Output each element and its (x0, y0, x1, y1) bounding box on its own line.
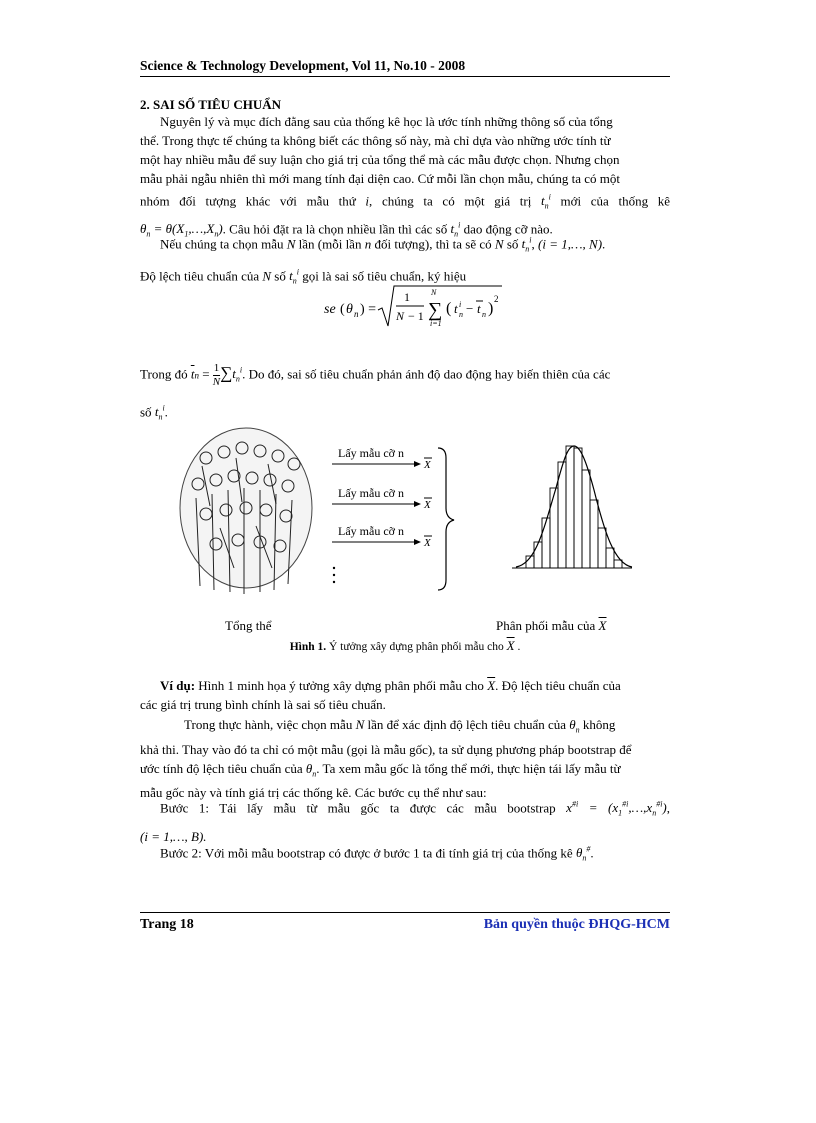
svg-text:i=1: i=1 (430, 319, 442, 328)
histogram (512, 446, 632, 568)
paragraph-bootstrap: Trong thực hành, việc chọn mẫu N lần để xác định độ lệch tiêu chuẩn của $\theta_n$ không khả thi. Thay vào đó ta chỉ có một mẫu (gọi là mẫu gốc), ta sử dụng phương pháp bootstrap để ước tính độ lệch tiêu chuẩn của $\theta_n$. Ta xem mẫu gốc là tổng thể mới, thực hiện tái lấy mẫu từ mẫu gốc này và tính giá trị các thống kê. Các bước cụ thể như sau: (140, 717, 632, 801)
svg-text:Lấy mẫu cỡ n: Lấy mẫu cỡ n (338, 446, 404, 460)
paragraph-example: Ví dụ: Hình 1 minh họa ý tưởng xây dựng phân phối mẫu cho $\overline{X}$. Độ lệch tiêu chuẩn của các giá trị trung bình chính là sai số tiêu chuẩn. (140, 678, 621, 712)
svg-text:n: n (482, 310, 486, 319)
copyright: Bản quyền thuộc ĐHQG-HCM (483, 917, 670, 932)
distribution-label: Phân phối mẫu của $\overline{X}$ (496, 618, 607, 633)
brace (438, 448, 454, 590)
svg-text:se: se (324, 302, 336, 317)
header-rule (140, 76, 670, 77)
svg-text:t: t (454, 301, 458, 316)
svg-text:): ) (488, 300, 494, 317)
svg-text:i: i (459, 300, 462, 309)
svg-text:Lấy mẫu cỡ n: Lấy mẫu cỡ n (338, 486, 404, 500)
svg-text:N: N (396, 309, 405, 323)
step-1: Bước 1: Tái lấy mẫu từ mẫu gốc ta được các mẫu bootstrap $x^{\#i}$ = $(x_1^{\#i},\dots,x_n^{\#i})$, (i = 1,…, B). (140, 800, 671, 844)
svg-text:N: N (431, 288, 437, 297)
journal-header: Science & Technology Development, Vol 11, No.10 - 2008 (140, 58, 466, 73)
svg-text:n: n (354, 309, 359, 319)
svg-text:) =: ) = (360, 302, 377, 317)
sample-arrow-2 (332, 486, 432, 511)
paragraph-mean: Trong đó $\overline{t}n$ = $\frac{1}{N}$ $\sum t_n^i$. Do đó, sai số tiêu chuẩn phản ánh độ dao động hay biến thiên của các số $t_n^i$. (140, 361, 611, 422)
svg-text:2: 2 (494, 294, 499, 304)
svg-text:(: ( (446, 300, 452, 317)
population-crowd-image (180, 428, 312, 594)
section-title: 2. SAI SỐ TIÊU CHUẨN (140, 97, 281, 112)
sample-arrow-3 (332, 524, 432, 549)
sampling-distribution-figure (176, 418, 646, 618)
svg-text:−: − (466, 301, 474, 316)
svg-text:(: ( (340, 302, 345, 317)
sample-arrow-1 (332, 446, 432, 471)
ellipsis-dots (333, 567, 335, 583)
paragraph-definition: Nếu chúng ta chọn mẫu N lần (mỗi lần n đối tượng), thì ta sẽ có N số $t_n^i$, (i = 1,…, N). Độ lệch tiêu chuẩn của N số $t_n^i$ gọi là sai số tiêu chuẩn, ký hiệu (140, 236, 606, 286)
svg-text:X: X (424, 459, 431, 471)
standard-error-formula (320, 280, 540, 336)
page-number: Trang 18 (140, 917, 194, 932)
svg-text:− 1: − 1 (408, 309, 424, 323)
step-2: Bước 2: Với mỗi mẫu bootstrap có được ở bước 1 ta đi tính giá trị của thống kê $\theta_n^{\#}$. (160, 845, 594, 863)
footer-rule (140, 912, 670, 913)
svg-text:X: X (424, 499, 431, 511)
paragraph-intro: Nguyên lý và mục đích đằng sau của thống kê học là ước tính những thông số của tổng thể. Trong thực tế chúng ta không biết các thông số này, mà chỉ dựa vào những ước tính từ một hay nhiều mẫu để suy luận cho giá trị của tổng thể mà các mẫu được chọn. Nhưng chọn mẫu phải ngẫu nhiên thì mới mang tính đại diện cao. Cứ mỗi lần chọn mẫu, chúng ta có một nhóm đối tượng khác với mẫu thứ i, chúng ta có một giá trị $t_n^i$ mới của thống kê $\theta_n$ = $\theta(X_1,\dots,X_n)$. Câu hỏi đặt ra là chọn nhiều lần thì các số $t_n^i$ dao động cỡ nào. (140, 114, 670, 239)
svg-text:X: X (424, 537, 431, 549)
svg-text:t: t (477, 301, 481, 316)
svg-text:1: 1 (404, 290, 410, 304)
population-label: Tổng thể (225, 618, 272, 633)
svg-text:Lấy mẫu cỡ n: Lấy mẫu cỡ n (338, 524, 404, 538)
svg-text:n: n (459, 310, 463, 319)
figure-caption: Hình 1. Ý tưởng xây dựng phân phối mẫu cho $\overline{X}$ . (289, 638, 521, 653)
svg-text:∑: ∑ (428, 299, 443, 321)
svg-text:θ: θ (346, 302, 353, 317)
